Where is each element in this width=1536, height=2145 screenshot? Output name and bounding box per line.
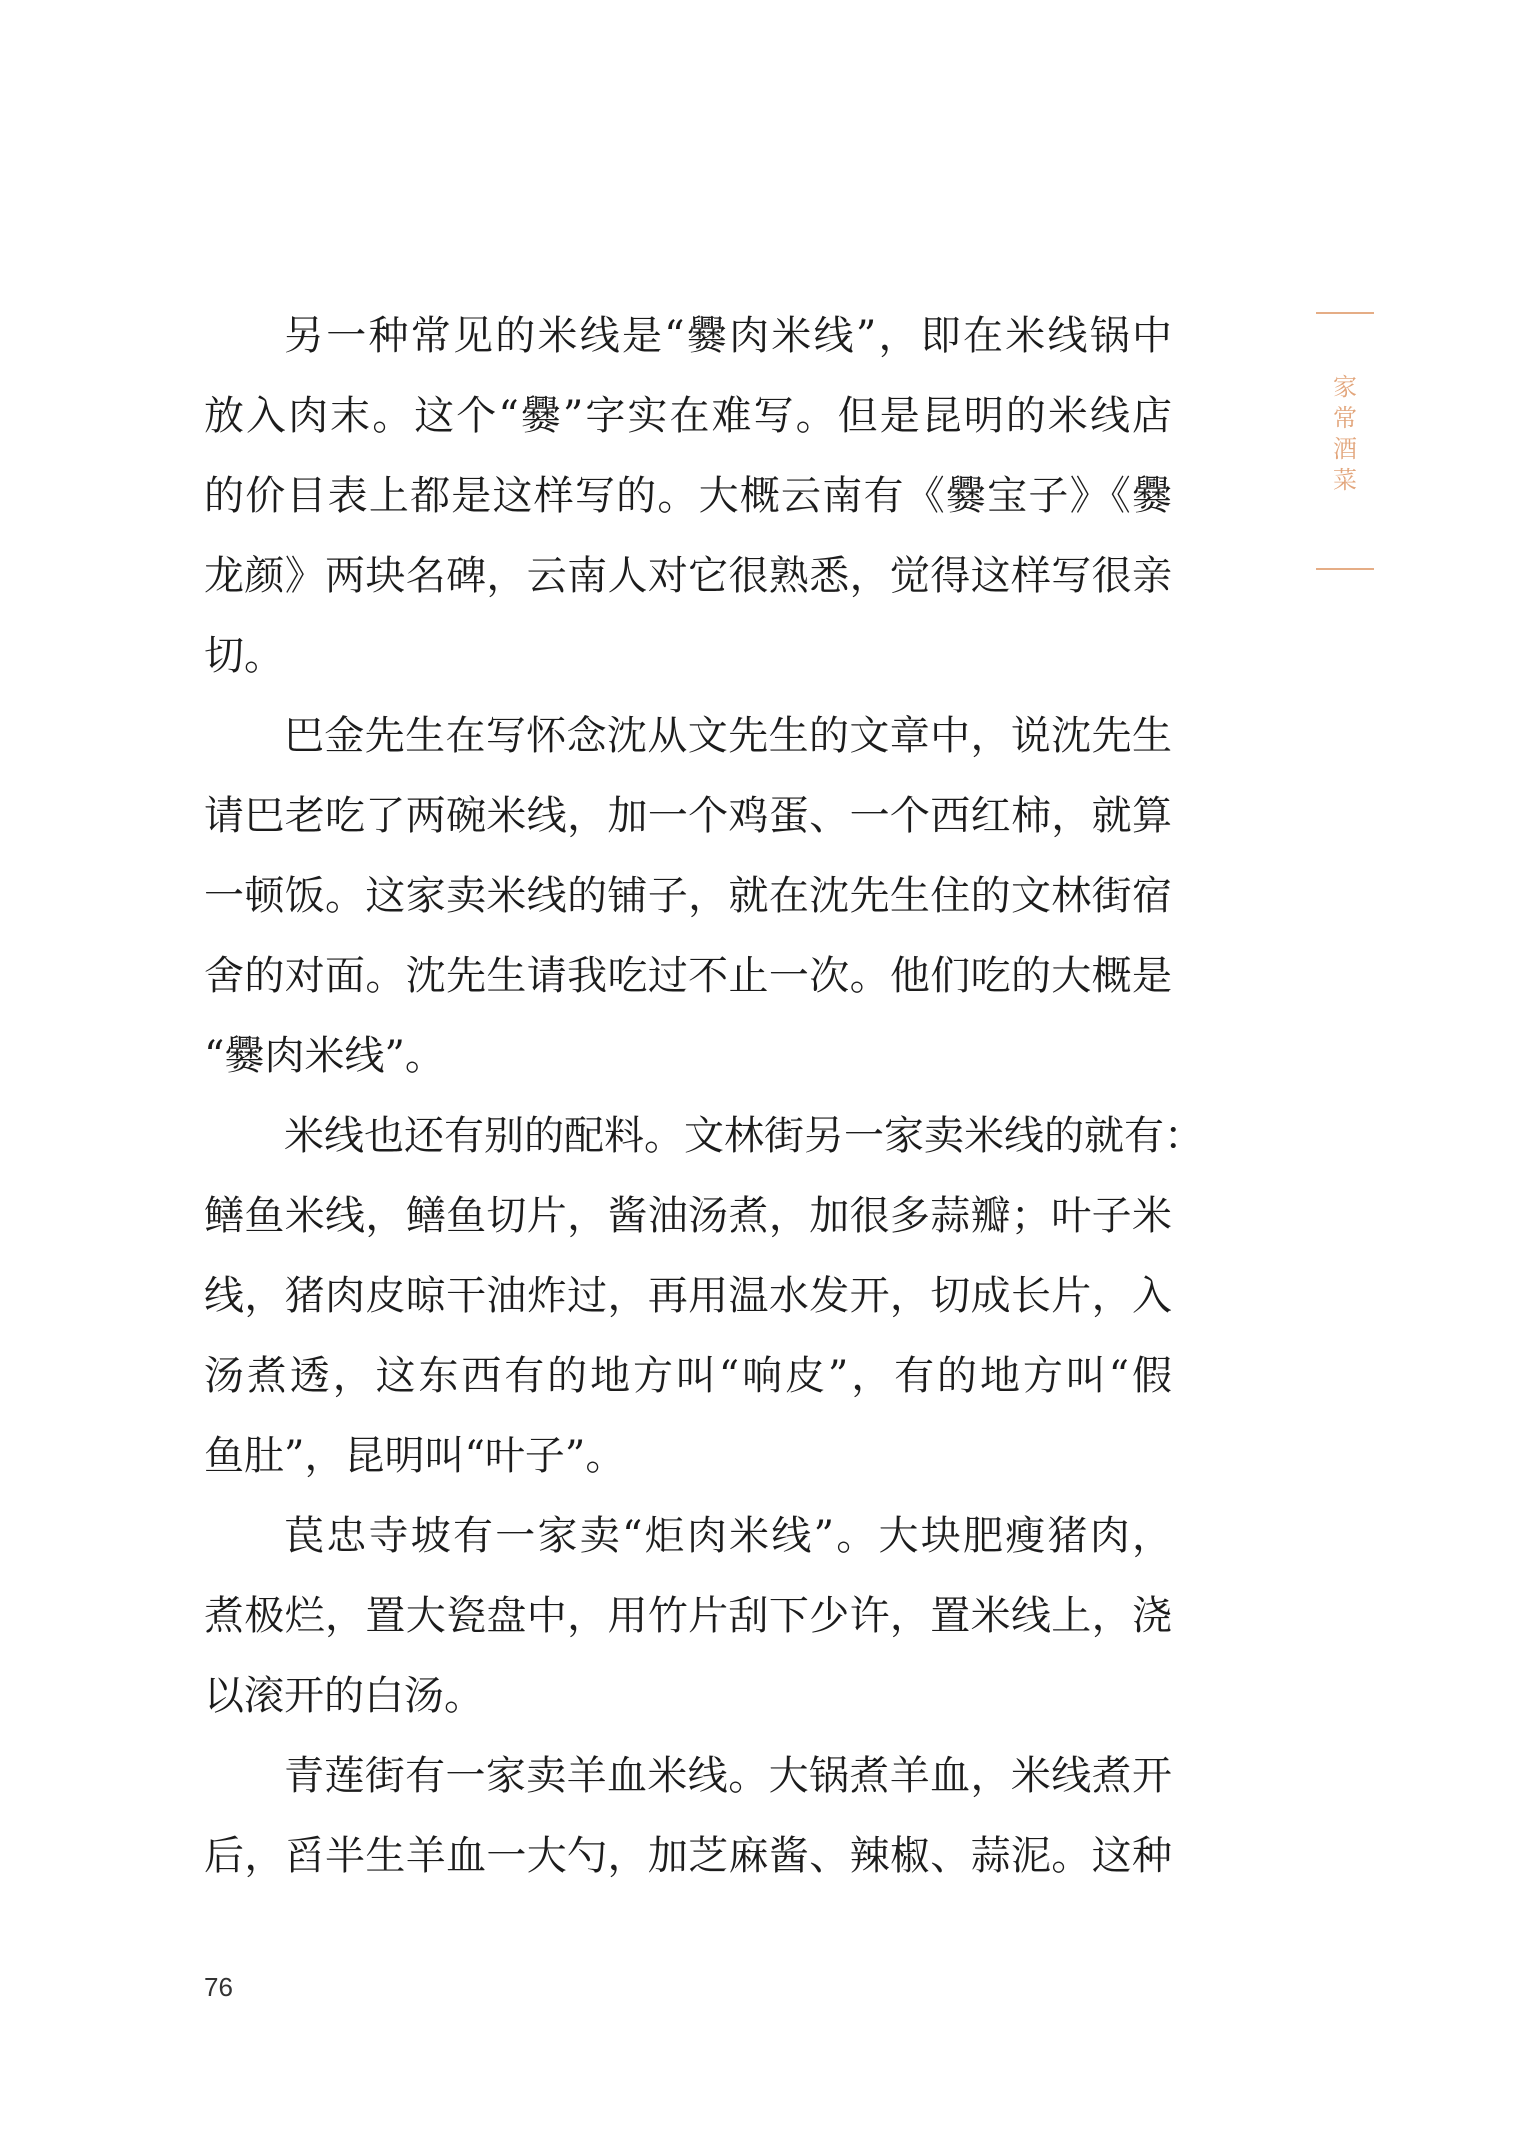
paragraph [204,1496,1172,1736]
text-line: 另一种常见的米线是“爨肉米线”，即在米线锅中 [284,313,1172,359]
text-line: 苠忠寺坡有一家卖“炬肉米线”。大块肥瘦猪肉， [284,1513,1172,1559]
text-line: 龙颜》两块名碑，云南人对它很熟悉，觉得这样写很亲 [204,553,1172,599]
running-head-top-rule [1316,312,1374,314]
text-line: 一顿饭。这家卖米线的铺子，就在沈先生住的文林街宿 [204,873,1172,919]
text-line: 青莲街有一家卖羊血米线。大锅煮羊血，米线煮开 [284,1753,1172,1799]
running-head-char: 家 [1333,373,1357,401]
text-line: 巴金先生在写怀念沈从文先生的文章中，说沈先生 [284,713,1172,759]
text-line: 煮极烂，置大瓷盘中，用竹片刮下少许，置米线上，浇 [204,1593,1172,1639]
text-line: 切。 [204,633,284,679]
text-line: 米线也还有别的配料。文林街另一家卖米线的就有： [284,1113,1204,1159]
running-head-bottom-rule [1316,568,1374,570]
running-head-char: 酒 [1333,435,1357,463]
running-head-title [1316,372,1374,496]
text-line: 请巴老吃了两碗米线，加一个鸡蛋、一个西红柿，就算 [204,793,1172,839]
text-line: 鳝鱼米线，鳝鱼切片，酱油汤煮，加很多蒜瓣；叶子米 [204,1193,1172,1239]
paragraph [204,296,1172,696]
text-line: 线，猪肉皮晾干油炸过，再用温水发开，切成长片，入 [204,1273,1172,1319]
paragraph [204,1096,1204,1496]
text-line: 鱼肚”，昆明叫“叶子”。 [204,1433,626,1479]
text-line: 放入肉末。这个“爨”字实在难写。但是昆明的米线店 [204,393,1172,439]
text-line: 以滚开的白汤。 [204,1673,484,1719]
text-line: “爨肉米线”。 [204,1033,445,1079]
page-number: 76 [204,1972,233,2002]
running-head-char: 常 [1333,404,1357,432]
text-line: 汤煮透，这东西有的地方叫“响皮”，有的地方叫“假 [204,1353,1172,1399]
paragraph [204,1736,1172,1896]
running-head-char: 菜 [1333,466,1357,494]
paragraph [204,696,1172,1096]
body-text [204,296,1204,1896]
text-line: 后，舀半生羊血一大勺，加芝麻酱、辣椒、蒜泥。这种 [204,1833,1172,1879]
text-line: 舍的对面。沈先生请我吃过不止一次。他们吃的大概是 [204,953,1172,999]
text-line: 的价目表上都是这样写的。大概云南有《爨宝子》《爨 [204,473,1172,519]
